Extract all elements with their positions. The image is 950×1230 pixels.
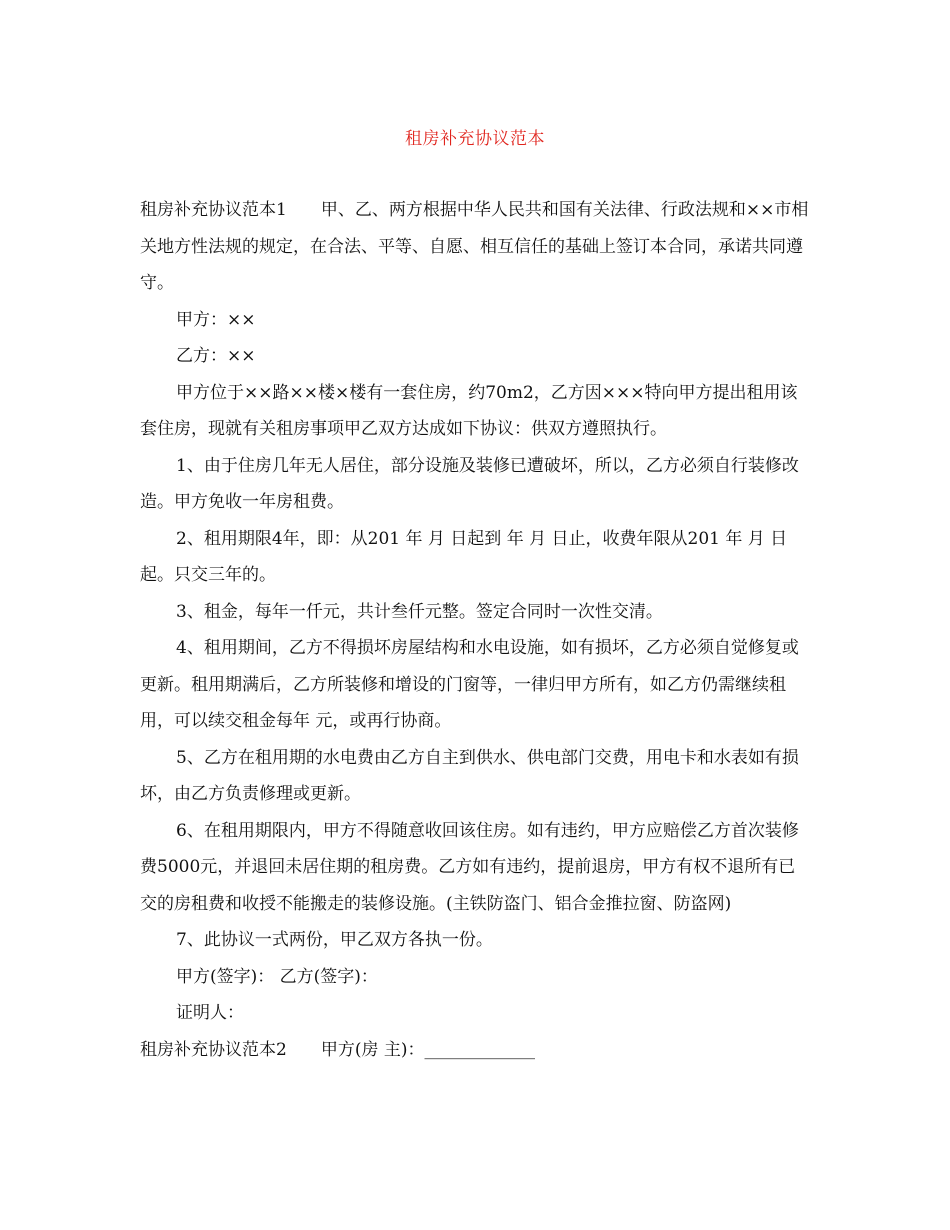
second-party-a-blank: _____________ xyxy=(424,1039,535,1060)
party-b-line: 乙方：×× xyxy=(176,346,256,366)
party-a-line: 甲方：×× xyxy=(176,309,256,330)
document-body xyxy=(140,192,812,1068)
premise-paragraph: 甲方位于××路××楼×楼有一套住房，约70m2，乙方因×××特向甲方提出租用该套住房，现就有关租房事项甲乙双方达成如下协议：供双方遵照执行。 xyxy=(140,382,798,439)
clause-2: 2、租用期限4年，即：从201 年 月 日起到 年 月 日止，收费年限从201 年 月 日起。只交三年的。 xyxy=(140,528,788,585)
intro-text: 甲、乙、两方根据中华人民共和国有关法律、行政法规和××市相关地方性法规的规定，在合法、平等、自愿、相互信任的基础上签订本合同，承诺共同遵守。 xyxy=(140,200,809,293)
clause-3: 3、租金，每年一仟元，共计叁仟元整。签定合同时一次性交清。 xyxy=(176,601,663,622)
second-party-a-label: 甲方(房 主)： xyxy=(320,1039,425,1060)
clause-4: 4、租用期间，乙方不得损坏房屋结构和水电设施，如有损坏，乙方必须自觉修复或更新。租用期满后，乙方所装修和增设的门窗等，一律归甲方所有，如乙方仍需继续租用，可以续交租金每年 元，或再行协商。 xyxy=(140,638,799,731)
document-title: 租房补充协议范本 xyxy=(405,129,545,149)
clause-6: 6、在租用期限内，甲方不得随意收回该住房。如有违约，甲方应赔偿乙方首次装修费5000元，并退回未居住期的租房费。乙方如有违约，提前退房，甲方有权不退所有已交的房租费和收授不能搬走的装修设施。(主铁防盗门、铝合金推拉窗、防盗网) xyxy=(140,820,799,914)
second-sample-paragraph xyxy=(140,1032,812,1069)
intro-heading: 租房补充协议范本1 xyxy=(140,200,287,220)
clause-5: 5、乙方在租用期的水电费由乙方自主到供水、供电部门交费，用电卡和水表如有损坏，由乙方负责修理或更新。 xyxy=(140,747,799,804)
signature-line: 甲方(签字)： 乙方(签字)： xyxy=(176,966,378,987)
witness-line: 证明人： xyxy=(176,1003,244,1023)
clause-1: 1、由于住房几年无人居住，部分设施及装修已遭破坏，所以，乙方必须自行装修改造。甲方免收一年房租费。 xyxy=(140,455,799,512)
intro-paragraph xyxy=(140,192,812,302)
second-heading: 租房补充协议范本2 xyxy=(140,1039,287,1060)
clause-7: 7、此协议一式两份，甲乙双方各执一份。 xyxy=(176,930,493,950)
